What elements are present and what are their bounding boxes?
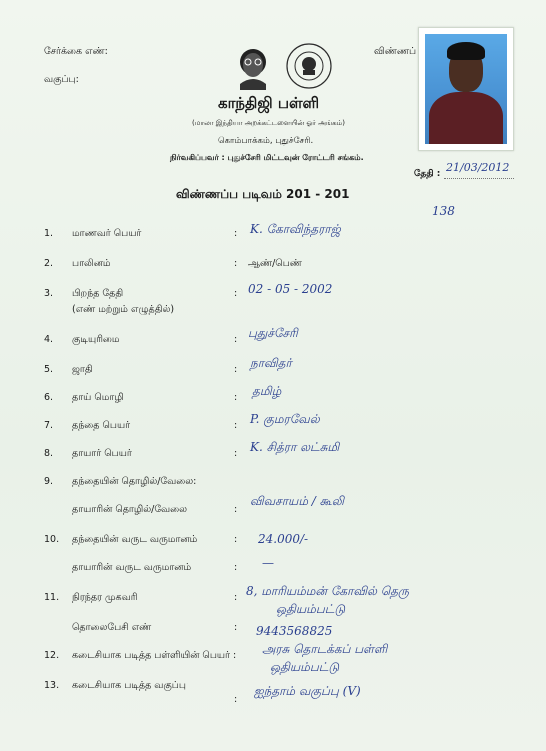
address-label: நிரந்தர முகவரி: [72, 592, 138, 603]
student-photo: [418, 27, 514, 151]
application-number-label: விண்ணப்: [374, 46, 417, 57]
row-num-1: 1.: [44, 228, 54, 239]
father-income-value: 24.000/-: [258, 532, 309, 546]
dob-label: பிறந்த தேதி: [72, 288, 124, 299]
address-line-1: 8, மாரியம்மன் கோவில் தெரு: [246, 584, 410, 598]
colon: :: [234, 334, 238, 345]
form-number: 138: [432, 204, 455, 218]
mother-tongue-label: தாய் மொழி: [72, 392, 124, 403]
father-income-label: தந்தையின் வருட வருமானம்: [72, 534, 198, 545]
school-name: காந்திஜி பள்ளி: [218, 94, 320, 112]
gandhi-portrait-logo: [232, 44, 274, 90]
colon: :: [234, 694, 238, 705]
colon: :: [234, 448, 238, 459]
mother-name-label: தாயார் பெயர்: [72, 448, 132, 459]
row-num-6: 6.: [44, 392, 54, 403]
colon: :: [234, 228, 238, 239]
colon: :: [234, 420, 238, 431]
colon: :: [234, 288, 238, 299]
last-school-label: கடைசியாக படித்த பள்ளியின் பெயர் :: [72, 650, 237, 661]
managed-by-text: நிர்வகிப்பவர் : புதுச்சேரி மிட்டவுன் ரோட்டரி சங்கம்.: [170, 153, 364, 162]
mother-name-value: K. சித்ரா லட்சுமி: [250, 440, 340, 454]
colon: :: [234, 562, 238, 573]
last-school-value-2: ஒதியம்பட்டு: [270, 660, 340, 674]
row-num-4: 4.: [44, 334, 54, 345]
class-label: வகுப்பு:: [44, 74, 79, 85]
row-num-7: 7.: [44, 420, 54, 431]
row-num-8: 8.: [44, 448, 54, 459]
last-class-label: கடைசியாக படித்த வகுப்பு: [72, 680, 186, 691]
colon: :: [234, 504, 238, 515]
caste-label: ஜாதி: [72, 364, 93, 375]
mother-tongue-value: தமிழ்: [252, 384, 282, 398]
mother-income-label: தாயாரின் வருட வருமானம்: [72, 562, 192, 573]
row-num-12: 12.: [44, 650, 60, 661]
last-school-value-1: அரசு தொடக்கப் பள்ளி: [262, 642, 388, 656]
gender-value: ஆண்/பெண்: [248, 258, 302, 269]
father-name-label: தந்தை பெயர்: [72, 420, 131, 431]
phone-label: தொலைபேசி எண்: [72, 622, 152, 633]
row-num-5: 5.: [44, 364, 54, 375]
last-class-value: ஐந்தாம் வகுப்பு (V): [254, 684, 361, 698]
row-num-9: 9.: [44, 476, 54, 487]
date-label: தேதி :: [414, 169, 441, 179]
form-title: விண்ணப்ப படிவம் 201 - 201: [176, 187, 350, 201]
dob-value: 02 - 05 - 2002: [248, 282, 333, 296]
admission-number-label: சேர்க்கை எண்:: [44, 46, 108, 57]
location-text: கொம்பாக்கம், புதுச்சேரி.: [218, 136, 314, 146]
father-occupation-label: தந்தையின் தொழில்/வேலை:: [72, 476, 197, 487]
row-num-13: 13.: [44, 680, 60, 691]
caste-value: நாவிதர்: [250, 356, 292, 370]
affiliation-text: (மாலா இந்தியா அறக்கட்டளையின் ஓர் அங்கம்): [192, 119, 345, 127]
date-value: 21/03/2012: [446, 161, 510, 174]
phone-value: 9443568825: [256, 624, 333, 638]
row-num-2: 2.: [44, 258, 54, 269]
row-num-3: 3.: [44, 288, 54, 299]
colon: :: [234, 622, 238, 633]
date-underline: [444, 178, 514, 179]
occupation-value: விவசாயம் / கூலி: [250, 494, 344, 508]
dob-sub-label: (எண் மற்றும் எழுத்தில்): [72, 304, 175, 315]
colon: :: [234, 392, 238, 403]
citizenship-value: புதுச்சேரி: [248, 326, 298, 340]
colon: :: [234, 364, 238, 375]
student-name-label: மாணவர் பெயர்: [72, 228, 142, 239]
colon: :: [234, 534, 238, 545]
mother-income-value: —: [262, 556, 274, 570]
mother-occupation-label: தாயாரின் தொழில்/வேலை: [72, 504, 188, 515]
row-num-10: 10.: [44, 534, 60, 545]
gender-label: பாலினம்: [72, 258, 111, 269]
address-line-2: ஒதியம்பட்டு: [276, 602, 346, 616]
citizenship-label: குடியுரிமை: [72, 334, 120, 345]
colon: :: [234, 592, 238, 603]
row-num-11: 11.: [44, 592, 60, 603]
father-name-value: P. குமரவேல்: [250, 412, 320, 426]
school-emblem: [285, 42, 333, 90]
colon: :: [234, 258, 238, 269]
student-name-value: K. கோவிந்தராஜ்: [250, 222, 341, 236]
